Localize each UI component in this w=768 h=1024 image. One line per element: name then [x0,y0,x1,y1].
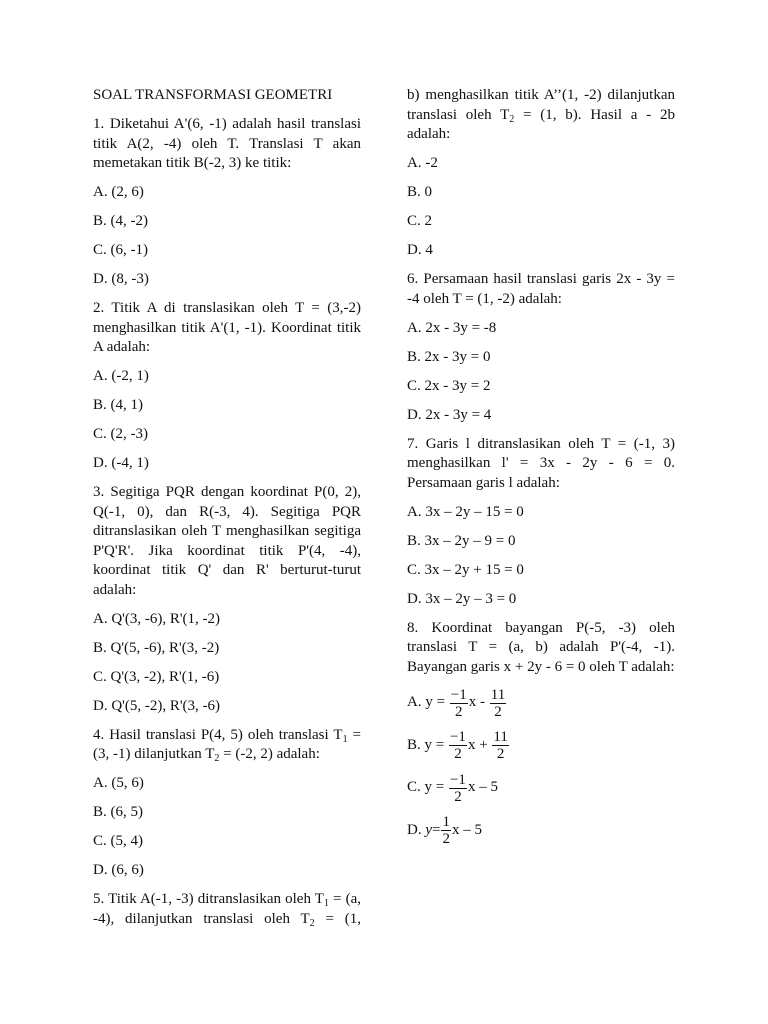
q8d-middle: x – 5 [451,821,482,838]
question-8-option-a [407,687,675,720]
question-7-option-d: D. 3x – 2y – 3 = 0 [407,590,517,607]
question-4-option-c: C. (5, 4) [93,833,143,849]
question-4-text-b: = (3, -1) dilanjutkan T [93,726,362,762]
question-6-option-d: D. 2x - 3y = 4 [407,406,492,423]
question-4-subscript-2: 2 [214,753,220,764]
question-5-text [93,890,361,929]
question-1-option-d: D. (8, -3) [93,271,149,287]
question-8-option-d [407,814,675,847]
question-8-option-b [407,729,675,762]
left-column [93,86,361,939]
question-5-text-b: = (a, -4), dilanjutkan translasi oleh T [93,891,361,927]
question-4-option-b: B. (6, 5) [93,804,143,820]
q8b-denominator-1: 2 [454,746,462,762]
question-2-option-b: B. (4, 1) [93,397,143,413]
question-4-text-a: 4. Hasil translasi P(4, 5) oleh translasi T [93,726,343,743]
question-7-text: 7. Garis l ditranslasikan oleh T = (-1, 3) menghasilkan l' = 3x - 2y - 6 = 0. Persamaan garis l adalah: [407,435,675,491]
q8d-prefix: D. [407,821,426,838]
question-1-option-a: A. (2, 6) [93,184,144,200]
question-2-option-a: A. (-2, 1) [93,368,149,384]
question-3-option-b: B. Q'(5, -6), R'(3, -2) [93,639,220,656]
question-7-option-c: C. 3x – 2y + 15 = 0 [407,561,524,578]
q8a-numerator-2: 11 [490,686,506,703]
question-3-option-d: D. Q'(5, -2), R'(3, -6) [93,697,221,714]
question-1-option-b: B. (4, -2) [93,213,148,229]
question-5-continuation [407,86,675,145]
question-3-text: 3. Segitiga PQR dengan koordinat P(0, 2), Q(-1, 0), dan R(-3, 4). Segitiga PQR ditranslasikan oleh T menghasilkan segitiga P'Q'R'. Jika koordinat titik P'(4, -4), koordinat titik Q' dan R' berturut-turut adalah: [93,484,361,598]
q8d-variable: y [425,821,433,838]
q8b-middle: x + [467,736,492,753]
q8b-numerator-2: 11 [493,729,508,745]
question-4-text [93,726,361,765]
question-5-text-a: 5. Titik A(-1, -3) ditranslasikan oleh T [93,891,324,907]
q8b-fraction-2 [492,729,508,762]
question-5-cont-a: b) menghasilkan titik A’’(1, -2) dilanjutkan translasi oleh T [407,87,675,123]
question-4-option-d: D. (6, 6) [93,862,144,878]
question-8-text: 8. Koordinat bayangan P(-5, -3) oleh translasi T = (a, b) adalah P'(-4, -1). Bayangan garis x + 2y - 6 = 0 oleh T adalah: [407,619,675,675]
question-5-text-c: = (1, [314,910,361,927]
question-1-option-c: C. (6, -1) [93,242,148,258]
q8c-numerator: −1 [449,771,466,788]
q8a-denominator-2: 2 [494,703,502,720]
question-7-option-b: B. 3x – 2y – 9 = 0 [407,532,516,549]
q8a-middle: x - [468,694,489,711]
document-title: SOAL TRANSFORMASI GEOMETRI [93,87,333,103]
q8c-prefix: C. y = [407,779,448,796]
q8d-denominator: 2 [442,831,450,847]
question-5-option-a: A. -2 [407,155,438,171]
question-5-option-d: D. 4 [407,242,433,258]
question-6-text: 6. Persamaan hasil translasi garis 2x - 3y = -4 oleh T = (1, -2) adalah: [407,271,675,307]
q8b-numerator-1: −1 [449,729,466,745]
question-7-option-a: A. 3x – 2y – 15 = 0 [407,503,524,520]
question-1-text: 1. Diketahui A'(6, -1) adalah hasil translasi titik A(2, -4) oleh T. Translasi T akan memetakan titik B(-2, 3) ke titik: [93,116,361,171]
q8d-fraction [441,814,451,847]
question-5-cont-b: = (1, b). Hasil a - 2b adalah: [407,106,675,142]
question-5-subscript-1: 1 [323,898,329,909]
q8a-denominator-1: 2 [455,703,463,720]
question-5-subscript-2: 2 [309,917,315,929]
question-8-option-c [407,772,675,805]
question-5-option-b: B. 0 [407,184,433,200]
q8b-fraction-1 [449,729,467,762]
question-6-option-c: C. 2x - 3y = 2 [407,377,491,394]
question-6-option-b: B. 2x - 3y = 0 [407,348,491,365]
question-3-option-c: C. Q'(3, -2), R'(1, -6) [93,668,220,685]
question-5-option-c: C. 2 [407,213,433,229]
q8a-numerator-1: −1 [450,686,467,703]
question-6-option-a: A. 2x - 3y = -8 [407,319,497,336]
q8a-fraction-2 [490,687,506,720]
q8a-prefix: A. y = [407,694,449,711]
question-4-option-a: A. (5, 6) [93,775,144,791]
q8a-fraction-1 [450,687,468,720]
question-5-cont-subscript: 2 [509,113,515,125]
question-3-option-a: A. Q'(3, -6), R'(1, -2) [93,610,221,627]
question-4-subscript-1: 1 [342,733,348,745]
question-2-option-d: D. (-4, 1) [93,455,149,471]
right-column [407,86,675,857]
q8c-fraction [449,772,467,805]
q8c-denominator: 2 [454,788,462,805]
q8c-middle: x – 5 [467,779,498,796]
q8d-numerator: 1 [442,814,450,830]
q8b-denominator-2: 2 [496,746,505,762]
question-2-option-c: C. (2, -3) [93,426,148,442]
q8b-prefix: B. y = [407,736,448,753]
q8d-equals: = [432,821,441,838]
question-2-text: 2. Titik A di translasikan oleh T = (3,-2) menghasilkan titik A'(1, -1). Koordinat titik A adalah: [93,300,361,355]
question-4-text-c: = (-2, 2) adalah: [219,746,320,762]
